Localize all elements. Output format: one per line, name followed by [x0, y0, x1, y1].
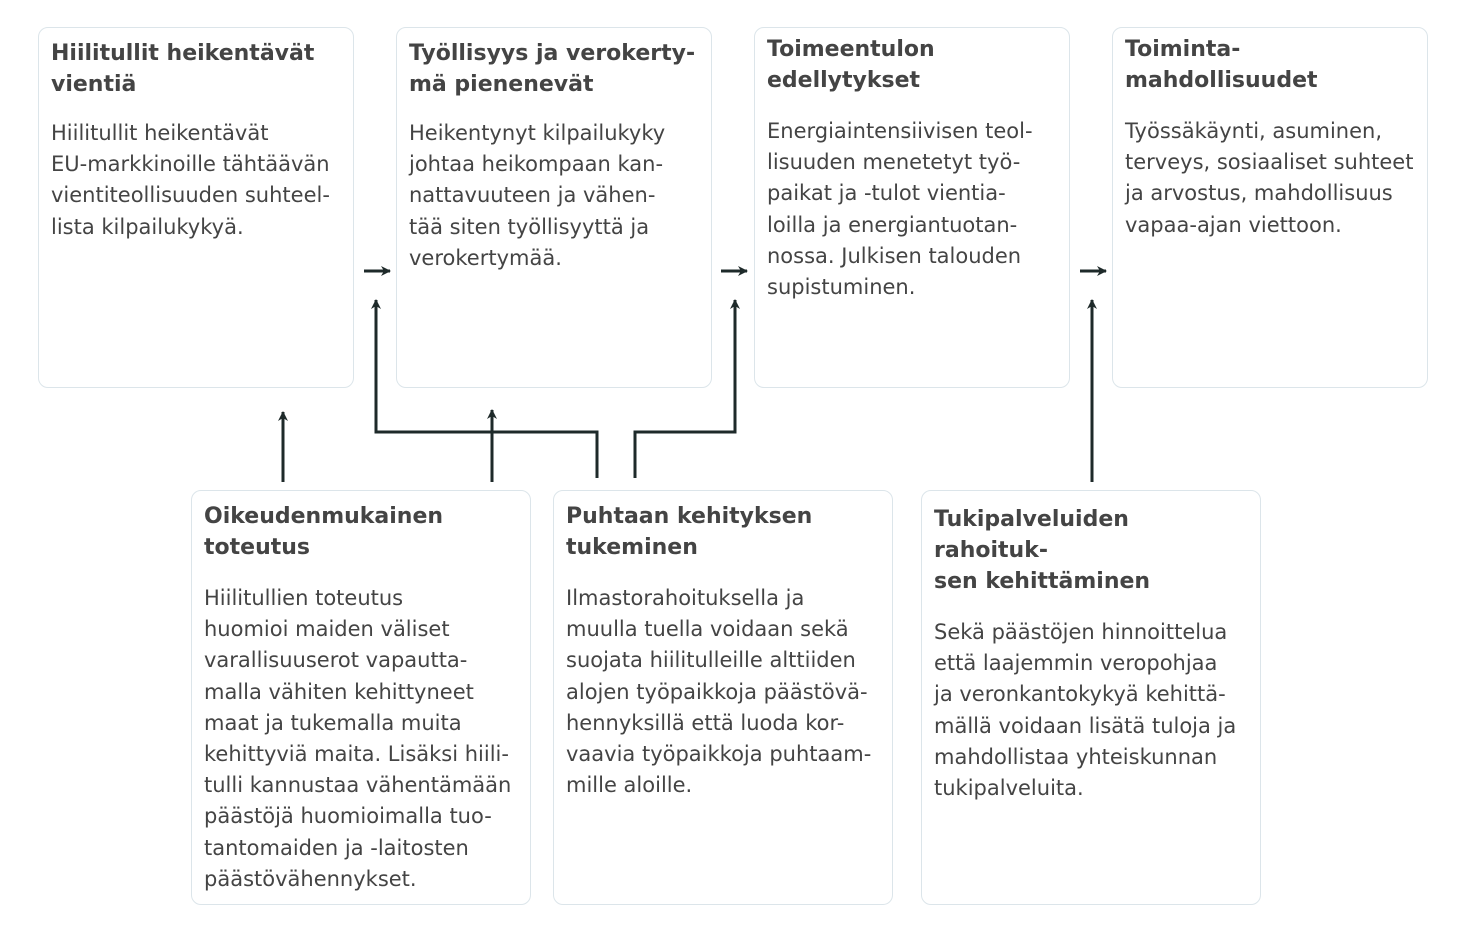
box-body: Hiilitullien toteutus huomioi maiden väliset varallisuuserot vapautta- malla vähiten kehittyneet maat ja tukemalla muita kehittyviä maita. Lisäksi hiili- tulli kannustaa vähentämään päästöjä huomioimalla tuo- tantomaiden ja -laitosten päästövähennykset. — [204, 586, 512, 891]
box-tukipalveluiden-rahoitus — [921, 490, 1261, 905]
box-title: Hiilitullit heikentävät vientiä — [51, 41, 315, 97]
box-body: Hiilitullit heikentävät EU-markkinoille tähtäävän vientiteollisuuden suhteel- lista kilpailukykyä. — [51, 121, 330, 239]
box-title: Tukipalveluiden rahoituk- sen kehittäminen — [934, 507, 1151, 594]
box-toimeentulon-edellytykset — [754, 27, 1070, 388]
box-body: Sekä päästöjen hinnoittelua että laajemmin veropohjaa ja veronkantokykyä kehittä- mällä voidaan lisätä tuloja ja mahdollistaa yhteiskunnan tukipalveluita. — [934, 620, 1237, 801]
box-title: Toiminta- mahdollisuudet — [1125, 37, 1318, 93]
box-title: Puhtaan kehityksen tukeminen — [566, 504, 813, 560]
box-body: Energiaintensiivisen teol- lisuuden menetetyt työ- paikat ja -tulot vientia- loilla ja energiantuotan- nossa. Julkisen talouden supistuminen. — [767, 119, 1033, 300]
box-title: Oikeudenmukainen toteutus — [204, 504, 444, 560]
box-body: Heikentynyt kilpailukyky johtaa heikompaan kan- nattavuuteen ja vähen- tää siten työllisyyttä ja verokertymää. — [409, 121, 666, 270]
box-puhtaan-kehityksen-tukeminen — [553, 490, 893, 905]
box-hiilitullit-heikentavat-vientia — [38, 27, 354, 388]
box-title: Toimeentulon edellytykset — [767, 37, 935, 93]
box-tyollisyys-ja-verokertyma — [396, 27, 712, 388]
box-title: Työllisyys ja verokerty- mä pienenevät — [409, 41, 696, 97]
box-body: Ilmastorahoituksella ja muulla tuella voidaan sekä suojata hiilitulleille alttiiden alojen työpaikkoja päästövä- hennyksillä että luoda kor- vaavia työpaikkoja puhtaam- mille aloille. — [566, 586, 872, 798]
box-body: Työssäkäynti, asuminen, terveys, sosiaaliset suhteet ja arvostus, mahdollisuus vapaa-ajan viettoon. — [1125, 119, 1414, 237]
box-toimintamahdollisuudet — [1112, 27, 1428, 388]
box-oikeudenmukainen-toteutus — [191, 490, 531, 905]
